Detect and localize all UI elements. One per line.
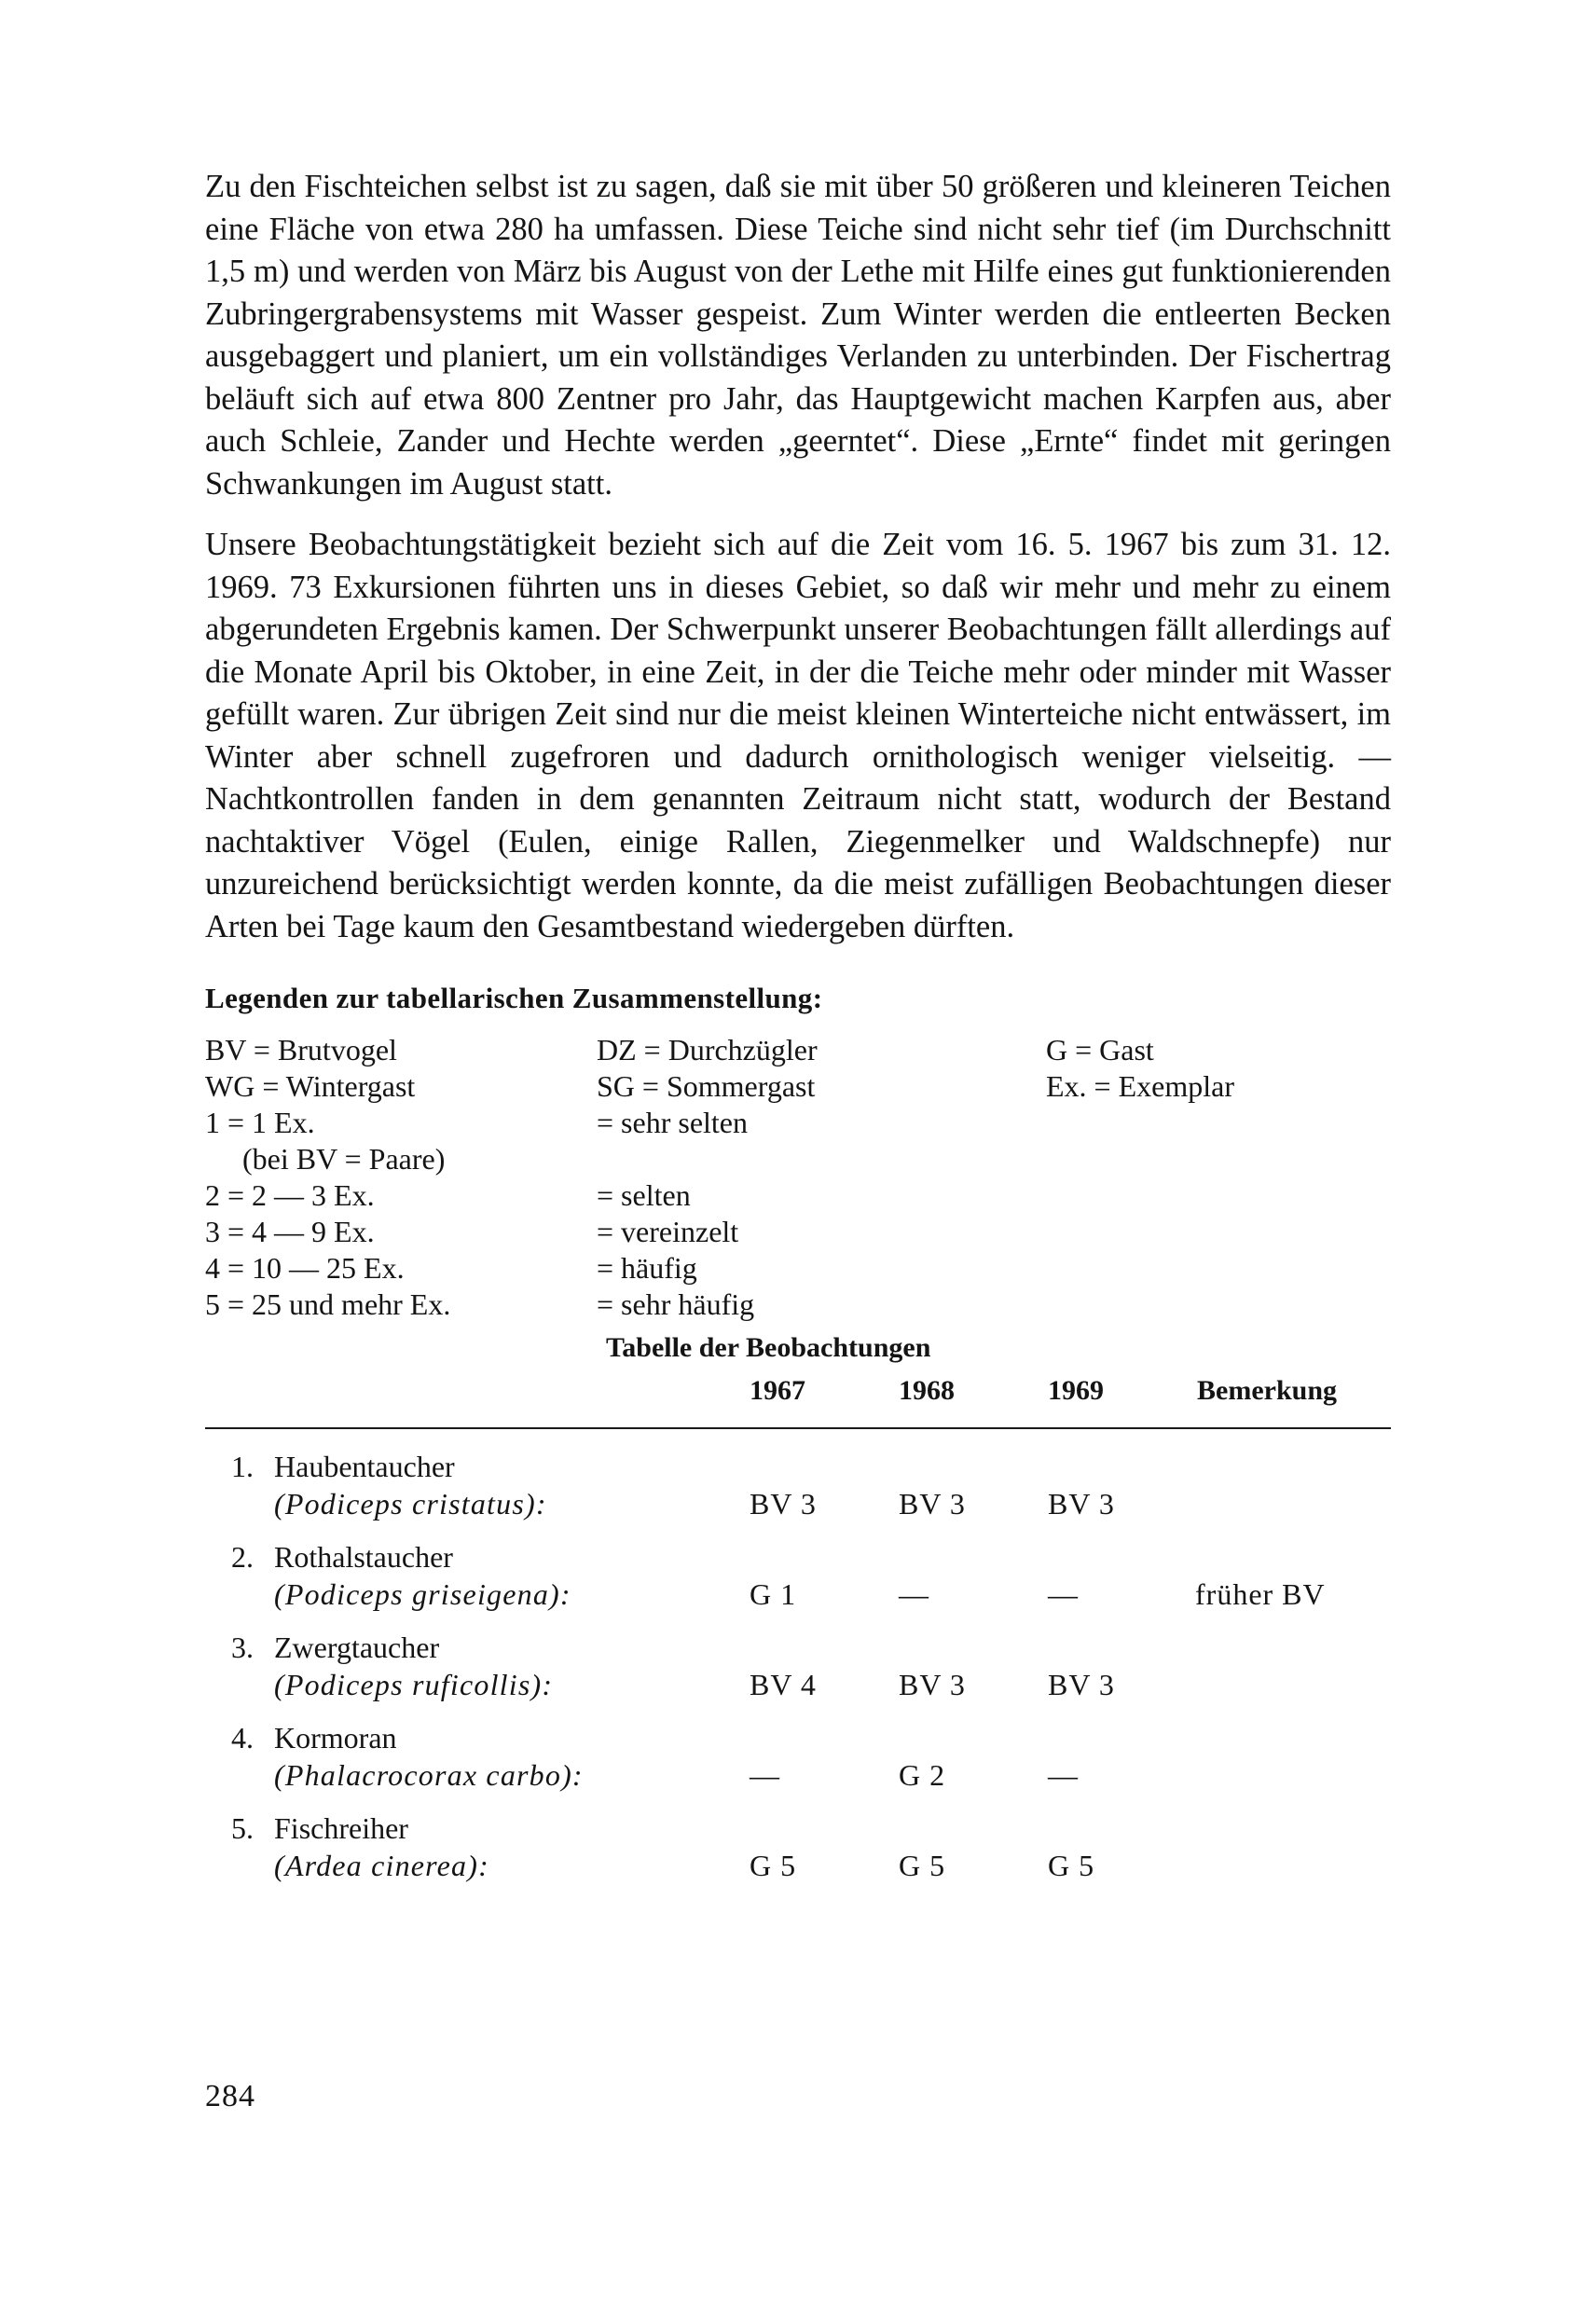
header-1969: 1969 <box>1048 1375 1104 1406</box>
species-latin: (Podiceps griseigena): <box>274 1577 571 1611</box>
legend-entry: 5 = 25 und mehr Ex. <box>205 1287 451 1321</box>
value-1967: G 5 <box>750 1849 797 1882</box>
page-content <box>205 166 1391 1900</box>
species-name: Zwergtaucher <box>274 1631 440 1664</box>
legend-column-3 <box>1046 1032 1234 1105</box>
species-name: Fischreiher <box>274 1811 408 1845</box>
legend-column-1 <box>205 1032 450 1323</box>
table-row <box>205 1719 1391 1810</box>
value-1967: BV 3 <box>750 1487 817 1521</box>
species-name: Rothalstaucher <box>274 1540 453 1574</box>
table-row <box>205 1448 1391 1538</box>
value-1967: BV 4 <box>750 1668 817 1701</box>
legend-entry: = vereinzelt <box>597 1215 739 1248</box>
table-header <box>205 1369 1391 1425</box>
legend-entry: (bei BV = Paare) <box>242 1142 446 1176</box>
legend-entry: 4 = 10 — 25 Ex. <box>205 1251 405 1285</box>
legend-entry: SG = Sommergast <box>597 1069 816 1103</box>
paragraph-fischteiche: Zu den Fischteichen selbst ist zu sagen, daß sie mit über 50 größeren und kleineren Teichen eine Fläche von etwa 280 ha umfassen. Diese Teiche sind nicht sehr tief (im Durchschnitt 1,5 m) und werden von März bis August von der Lethe mit Hilfe eines gut funktionierenden Zubringergrabensystems mit Wasser gespeist. Zum Winter werden die entleerten Becken ausgebaggert und planiert, um ein vollständiges Verlanden zu unterbinden. Der Fischertrag beläuft sich auf etwa 800 Zentner pro Jahr, das Hauptgewicht machen Karpfen aus, aber auch Schleie, Zander und Hechte werden „geerntet“. Diese „Ernte“ findet mit geringen Schwankungen im August statt. <box>205 169 1391 502</box>
species-latin: (Ardea cinerea): <box>274 1849 489 1882</box>
legend-grid <box>205 1032 1391 1321</box>
header-bemerkung: Bemerkung <box>1197 1375 1337 1406</box>
row-number: 4. <box>231 1721 254 1755</box>
species-latin: (Podiceps cristatus): <box>274 1487 547 1521</box>
species-name: Haubentaucher <box>274 1450 455 1483</box>
value-1969: — <box>1048 1577 1079 1611</box>
paragraph-beobachtung: Unsere Beobachtungstätigkeit bezieht sich auf die Zeit vom 16. 5. 1967 bis zum 31. 12. 1969. 73 Exkursionen führten uns in dieses Gebiet, so daß wir mehr und mehr zu einem abgerundeten Ergebnis kamen. Der Schwerpunkt unserer Beobachtungen fällt allerdings auf die Monate April bis Oktober, in eine Zeit, in der die Teiche mehr oder minder mit Wasser gefüllt waren. Zur übrigen Zeit sind nur die meist kleinen Winterteiche nicht entwässert, im Winter aber schnell zugefroren und dadurch ornithologisch weniger vielseitig. — Nachtkontrollen fanden in dem genannten Zeitraum nicht statt, wodurch der Bestand nachtaktiver Vögel (Eulen, einige Rallen, Ziegenmelker und Waldschnepfe) nur unzureichend berücksichtigt werden konnte, da die meist zufälligen Beobachtungen dieser Arten bei Tage kaum den Gesamtbestand wiedergeben dürften. <box>205 527 1391 944</box>
species-latin: (Podiceps ruficollis): <box>274 1668 554 1701</box>
row-number: 3. <box>231 1631 254 1664</box>
table-rule <box>205 1427 1391 1429</box>
value-1969: — <box>1048 1758 1079 1792</box>
legend-title: Legenden zur tabellarischen Zusammenstellung: <box>205 982 823 1014</box>
value-1968: BV 3 <box>899 1668 966 1701</box>
value-1968: G 2 <box>899 1758 946 1792</box>
legend-entry: 1 = 1 Ex. <box>205 1106 315 1139</box>
table-row <box>205 1538 1391 1629</box>
legend-entry: DZ = Durchzügler <box>597 1033 818 1067</box>
row-number: 2. <box>231 1540 254 1574</box>
legend-entry: 3 = 4 — 9 Ex. <box>205 1215 375 1248</box>
row-number: 5. <box>231 1811 254 1845</box>
row-number: 1. <box>231 1450 254 1483</box>
header-1968: 1968 <box>899 1375 955 1406</box>
table-title: Tabelle der Beobachtungen <box>606 1332 931 1363</box>
value-1967: — <box>750 1758 780 1792</box>
value-1968: — <box>899 1577 929 1611</box>
table-row <box>205 1629 1391 1719</box>
legend-entry: BV = Brutvogel <box>205 1033 397 1067</box>
legend-column-2 <box>597 1032 818 1323</box>
value-1968: BV 3 <box>899 1487 966 1521</box>
legend-entry: = sehr selten <box>597 1106 748 1139</box>
remark: früher BV <box>1195 1577 1326 1611</box>
value-1969: BV 3 <box>1048 1487 1115 1521</box>
species-latin: (Phalacrocorax carbo): <box>274 1758 584 1792</box>
page-number: 284 <box>205 2079 255 2113</box>
legend-entry: WG = Wintergast <box>205 1069 416 1103</box>
legend-entry <box>597 1141 818 1177</box>
legend-entry: 2 = 2 — 3 Ex. <box>205 1178 375 1212</box>
legend-entry: = sehr häufig <box>597 1287 755 1321</box>
value-1968: G 5 <box>899 1849 946 1882</box>
value-1967: G 1 <box>750 1577 797 1611</box>
legend-entry: Ex. = Exemplar <box>1046 1069 1234 1103</box>
table-row <box>205 1810 1391 1900</box>
table-body <box>205 1448 1391 1900</box>
legend-entry: G = Gast <box>1046 1033 1154 1067</box>
value-1969: G 5 <box>1048 1849 1095 1882</box>
legend-entry: = selten <box>597 1178 691 1212</box>
legend-entry: = häufig <box>597 1251 697 1285</box>
header-1967: 1967 <box>750 1375 805 1406</box>
species-name: Kormoran <box>274 1721 397 1755</box>
value-1969: BV 3 <box>1048 1668 1115 1701</box>
